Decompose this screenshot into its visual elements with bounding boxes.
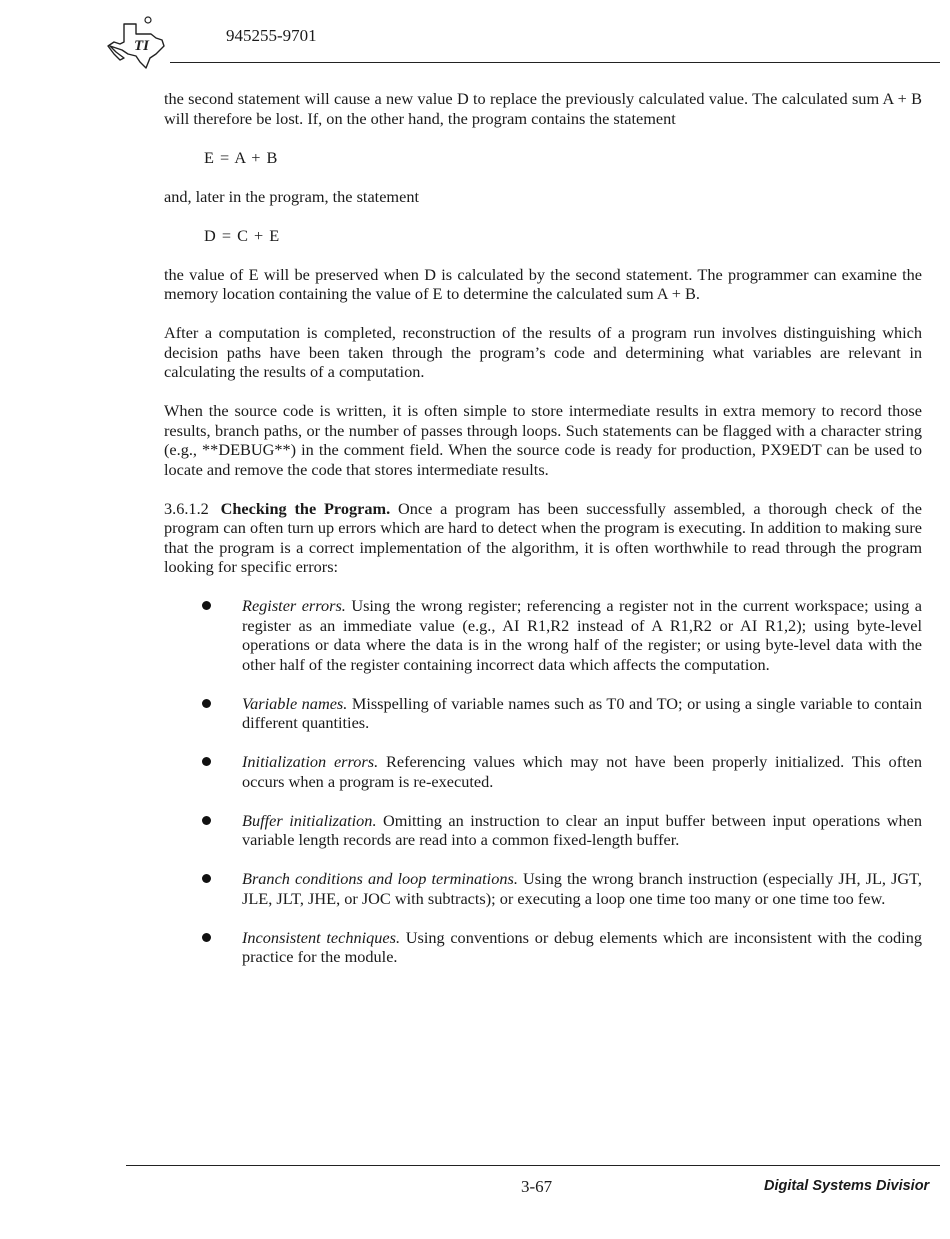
item-text: Using the wrong register; referencing a register not in the current workspace; using a register as an immediate value (e.g., AI R1,R2 instead of A R1,R2 or AI R1,2); using byte-level operations or data where the data is in the wrong half of the register; or using byte-level data with the other half of the register containing incorrect data which affects the computation. <box>242 596 922 674</box>
equation-1: E = A + B <box>204 147 278 167</box>
paragraph-3: the value of E will be preserved when D is calculated by the second statement. The programmer can examine the memory location containing the value of E to determine the calculated sum A + B. <box>164 264 922 303</box>
equation-2: D = C + E <box>204 225 280 245</box>
item-text: Using the wrong branch instruction (especially JH, JL, JGT, JLE, JLT, JHE, or JOC with subtracts); or executing a loop one time too many or one time too few. <box>242 869 922 908</box>
list-item <box>164 694 922 733</box>
bullet-dot-icon <box>202 933 211 942</box>
paragraph-1: the second statement will cause a new value D to replace the previously calculated value. The calculated sum A + B will therefore be lost. If, on the other hand, the program contains the statement <box>164 89 922 128</box>
item-text: Using conventions or debug elements which are inconsistent with the coding practice for the module. <box>242 927 922 966</box>
item-term: Branch conditions and loop terminations. <box>242 869 518 888</box>
bullet-dot-icon <box>202 874 211 883</box>
paragraph-5: When the source code is written, it is often simple to store intermediate results in extra memory to record those results, branch paths, or the number of passes through loops. Such statements can be flagged with a character string (e.g., **DEBUG**) in the comment field. When the source code is ready for production, PX9EDT can be used to locate and remove the code that stores intermediate results. <box>164 401 922 479</box>
header-divider <box>170 62 940 63</box>
section-text: Once a program has been successfully assembled, a thorough check of the program can often turn up errors which are hard to detect when the program is executing. In addition to making sure that the program is a correct implementation of the algorithm, it is often worthwhile to read through the program looking for specific errors: <box>164 498 923 576</box>
paragraph-4: After a computation is completed, reconstruction of the results of a program run involves distinguishing which decision paths have been taken through the program’s code and determining what variables are relevant in calculating the results of a computation. <box>164 323 922 381</box>
item-text: Omitting an instruction to clear an input buffer between input operations when variable length records are read into a common fixed-length buffer. <box>242 810 922 849</box>
paragraph-2: and, later in the program, the statement <box>164 186 419 206</box>
list-item <box>164 869 922 908</box>
item-term: Initialization errors. <box>242 752 379 771</box>
svg-text:TI: TI <box>134 38 149 54</box>
division-name: Digital Systems Divisior <box>764 1178 930 1194</box>
bullet-dot-icon <box>202 699 211 708</box>
item-term: Inconsistent techniques. <box>242 927 401 947</box>
document-number: 945255-9701 <box>226 26 317 45</box>
list-item <box>164 811 922 850</box>
item-text: Referencing values which may not have been properly initialized. This often occurs when a program is re-executed. <box>242 752 923 791</box>
page-number: 3-67 <box>521 1177 553 1196</box>
item-term: Buffer initialization. <box>242 810 377 830</box>
footer-divider <box>126 1165 940 1166</box>
page-body <box>164 89 922 986</box>
bullet-dot-icon <box>202 757 211 766</box>
item-term: Register errors. <box>242 596 346 615</box>
texas-instruments-logo-icon <box>106 12 168 70</box>
item-term: Variable names. <box>242 693 348 713</box>
list-item <box>164 752 922 791</box>
error-checklist <box>164 596 922 967</box>
section-number: 3.6.1.2 <box>164 498 209 518</box>
bullet-dot-icon <box>202 816 211 825</box>
section-title: Checking the Program. <box>220 498 391 518</box>
list-item <box>164 928 922 967</box>
item-text: Misspelling of variable names such as T0 and TO; or using a single variable to contain different quantities. <box>242 693 922 732</box>
list-item <box>164 596 922 674</box>
bullet-dot-icon <box>202 601 211 610</box>
section-paragraph <box>164 499 922 577</box>
